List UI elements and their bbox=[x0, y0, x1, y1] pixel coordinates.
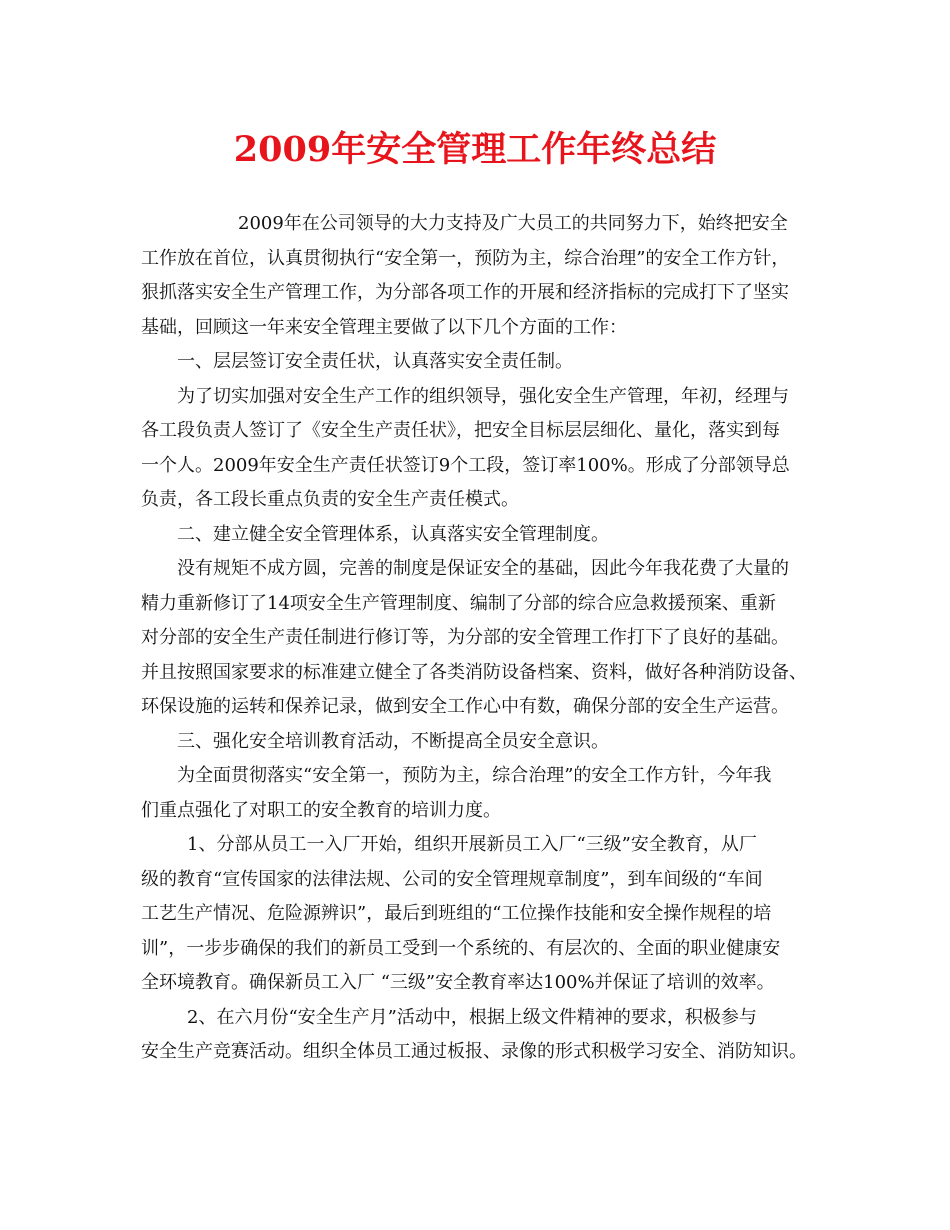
list-item-line: 2、在六月份“安全生产月”活动中，根据上级文件精神的要求，积极参与 bbox=[187, 1006, 757, 1028]
section-heading: 二、建立健全安全管理体系，认真落实安全管理制度。 bbox=[177, 523, 609, 545]
paragraph-line: 工艺生产情况、危险源辨识”，最后到班组的“工位操作技能和安全操作规程的培 bbox=[141, 903, 772, 924]
paragraph-line: 狠抓落实安全生产管理工作，为分部各项工作的开展和经济指标的完成打下了坚实 bbox=[141, 282, 789, 303]
paragraph-line: 基础，回顾这一年来安全管理主要做了以下几个方面的工作： bbox=[141, 316, 627, 338]
paragraph-line: 为了切实加强对安全生产工作的组织领导，强化安全生产管理，年初，经理与 bbox=[177, 385, 789, 407]
paragraph-line: 工作放在首位，认真贯彻执行“安全第一，预防为主，综合治理”的安全工作方针， bbox=[141, 247, 790, 269]
list-item-line: 1、分部从员工一入厂开始，组织开展新员工入厂“三级”安全教育，从厂 bbox=[187, 834, 757, 855]
document-title: 2009年安全管理工作年终总结 bbox=[233, 129, 717, 170]
paragraph-line: 一个人。2009年安全生产责任状签订9个工段，签订率100%。形成了分部领导总 bbox=[141, 454, 790, 476]
section-heading: 一、层层签订安全责任状，认真落实安全责任制。 bbox=[177, 351, 573, 372]
paragraph-line: 训”，一步步确保的我们的新员工受到一个系统的、有层次的、全面的职业健康安 bbox=[141, 937, 781, 959]
paragraph-line: 环保设施的运转和保养记录，做到安全工作心中有数，确保分部的安全生产运营。 bbox=[141, 696, 789, 717]
paragraph-line: 安全生产竞赛活动。组织全体员工通过板报、录像的形式积极学习安全、消防知识。 bbox=[141, 1041, 807, 1062]
section-heading: 三、强化安全培训教育活动，不断提高全员安全意识。 bbox=[177, 730, 609, 752]
paragraph-line: 2009年在公司领导的大力支持及广大员工的共同努力下，始终把安全 bbox=[238, 213, 788, 234]
paragraph-line: 并且按照国家要求的标准建立健全了各类消防设备档案、资料，做好各种消防设备、 bbox=[141, 661, 807, 683]
paragraph-line: 级的教育“宣传国家的法律法规、公司的安全管理规章制度”，到车间级的“车间 bbox=[141, 868, 763, 890]
paragraph-line: 精力重新修订了14项安全生产管理制度、编制了分部的综合应急救援预案、重新 bbox=[141, 592, 776, 614]
paragraph-line: 全环境教育。确保新员工入厂 “三级”安全教育率达100%并保证了培训的效率。 bbox=[141, 972, 775, 993]
paragraph-line: 为全面贯彻落实“安全第一，预防为主，综合治理”的安全工作方针，今年我 bbox=[177, 765, 772, 786]
paragraph-line: 对分部的安全生产责任制进行修订等，为分部的安全管理工作打下了良好的基础。 bbox=[141, 627, 789, 648]
paragraph-line: 负责，各工段长重点负责的安全生产责任模式。 bbox=[141, 489, 519, 510]
paragraph-line: 没有规矩不成方圆，完善的制度是保证安全的基础，因此今年我花费了大量的 bbox=[177, 558, 789, 579]
paragraph-line: 各工段负责人签订了《安全生产责任状》，把安全目标层层细化、量化，落实到每 bbox=[141, 420, 780, 441]
document-body bbox=[141, 207, 831, 1070]
paragraph-line: 们重点强化了对职工的安全教育的培训力度。 bbox=[141, 799, 501, 821]
